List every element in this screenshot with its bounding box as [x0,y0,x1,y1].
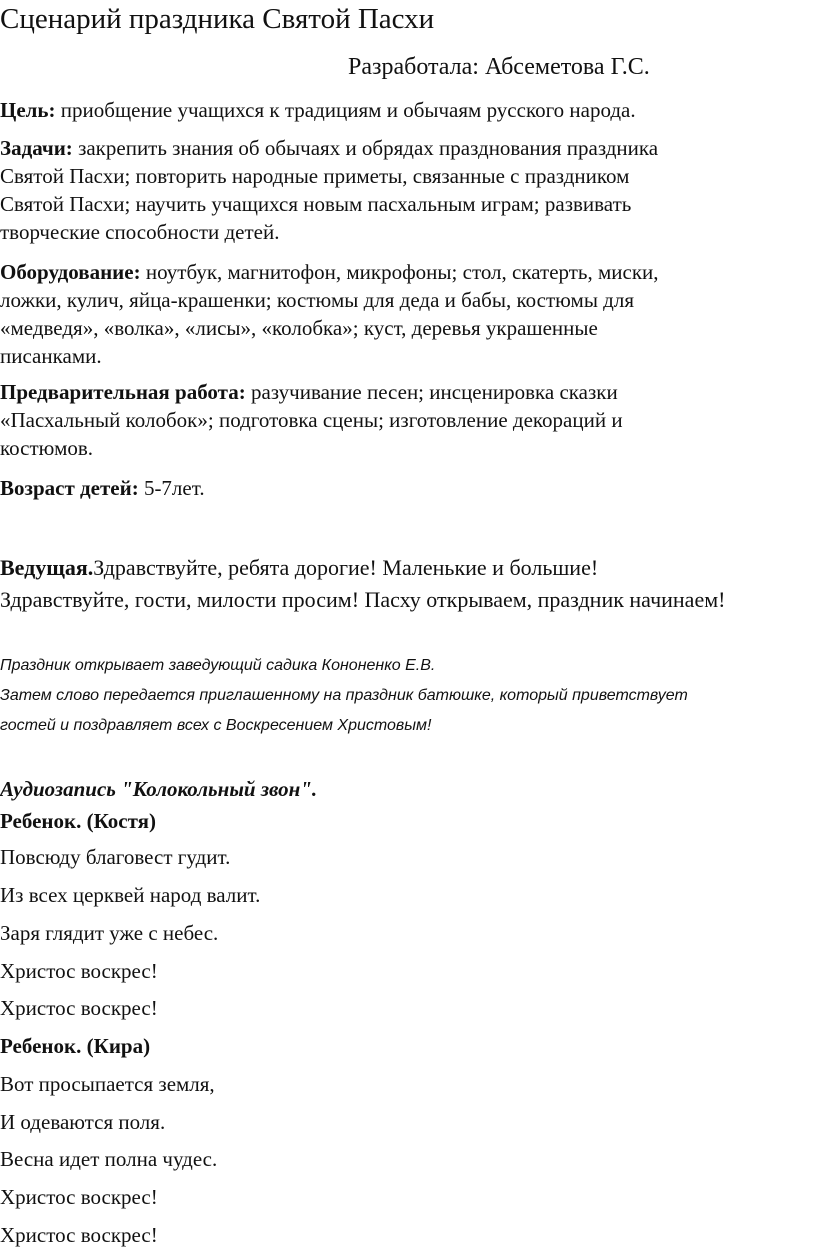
tasks-paragraph [0,134,800,246]
equipment-label: Оборудование: [0,260,141,284]
verse-line: И одеваются поля. [0,1110,166,1134]
tasks-line: Святой Пасхи; научить учащихся новым пасхальным играм; развивать [0,192,632,216]
preparation-line: «Пасхальный колобок»; подготовка сцены; изготовление декораций и [0,408,623,432]
preparation-line: костюмов. [0,436,94,460]
author-line: Разработала: Абсеметова Г.С. [348,54,650,80]
preparation-line: разучивание песен; инсценировка сказки [245,380,618,404]
stage-note: Затем слово передается приглашенному на праздник батюшке, который приветствует [0,687,688,704]
verse-line: Христос воскрес! [0,996,158,1020]
audio-cue: Аудиозапись "Колокольный звон". [0,777,318,801]
tasks-label: Задачи: [0,136,73,160]
host-line: Здравствуйте, гости, милости просим! Пасху открываем, праздник начинаем! [0,587,726,612]
verse-line: Из всех церквей народ валит. [0,883,261,907]
tasks-line: творческие способности детей. [0,220,280,244]
preparation-paragraph [0,378,800,462]
goal-paragraph [0,96,800,124]
document-title: Сценарий праздника Святой Пасхи [0,3,435,35]
verse-line: Весна идет полна чудес. [0,1147,218,1171]
stage-note: гостей и поздравляет всех с Воскресением Христовым! [0,717,432,734]
goal-text: приобщение учащихся к традициям и обычаям русского народа. [55,98,636,122]
verse-line: Повсюду благовест гудит. [0,845,231,869]
verse-line: Заря глядит уже с небес. [0,921,219,945]
verse-line: Христос воскрес! [0,1223,158,1247]
equipment-line: ноутбук, магнитофон, микрофоны; стол, скатерть, миски, [140,260,659,284]
tasks-line: закрепить знания об обычаях и обрядах празднования праздника [72,136,659,160]
goal-label: Цель: [0,98,56,122]
equipment-line: писанками. [0,344,102,368]
age-text: 5-7лет. [138,476,205,500]
host-line: Здравствуйте, ребята дорогие! Маленькие и большие! [93,555,599,580]
speaker-label: Ребенок. (Костя) [0,809,157,833]
verse-line: Христос воскрес! [0,1185,158,1209]
equipment-line: «медведя», «волка», «лисы», «колобка»; куст, деревья украшенные [0,316,598,340]
equipment-line: ложки, кулич, яйца-крашенки; костюмы для деда и бабы, костюмы для [0,288,634,312]
age-paragraph [0,474,800,502]
stage-note: Праздник открывает заведующий садика Кононенко Е.В. [0,657,436,674]
verse-line: Вот просыпается земля, [0,1072,215,1096]
tasks-line: Святой Пасхи; повторить народные приметы, связанные с праздником [0,164,630,188]
speaker-label: Ребенок. (Кира) [0,1034,151,1058]
preparation-label: Предварительная работа: [0,380,246,404]
age-label: Возраст детей: [0,476,139,500]
host-label: Ведущая. [0,555,94,580]
verse-line: Христос воскрес! [0,959,158,983]
host-greeting [0,552,816,616]
equipment-paragraph [0,258,800,370]
